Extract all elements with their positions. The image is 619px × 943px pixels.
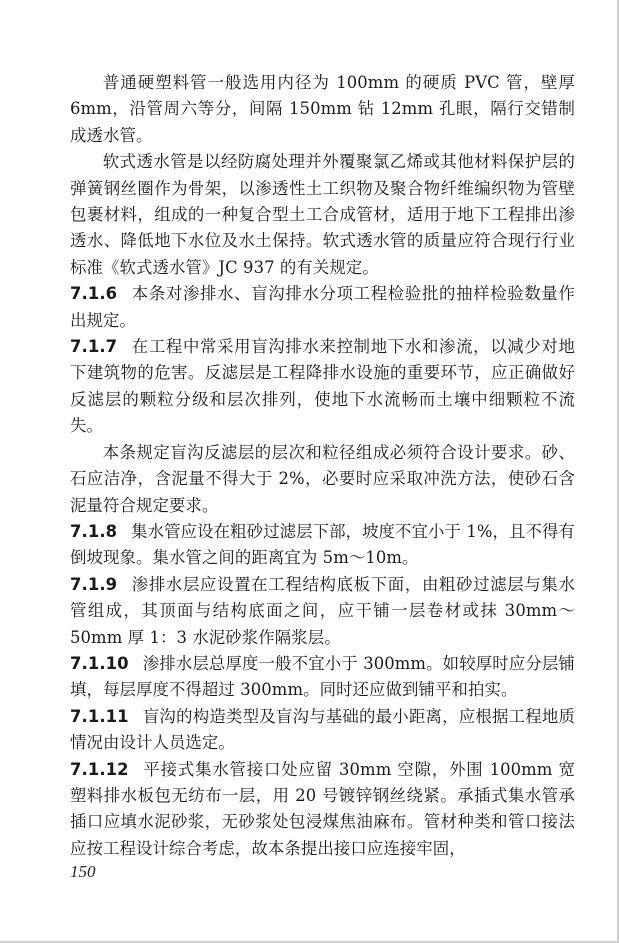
page-number: 150	[70, 862, 96, 881]
clause-text: 平接式集水管接口处应留 30mm 空隙，外围 100mm 宽塑料排水板包无纺布一层，用 20 号镀锌钢丝绕紧。承插式集水管承插口应填水泥砂浆，无砂浆处包浸煤焦油麻布。管材种类和管口接法应按工程设计综合考虑，故本条提出接口应连接牢固，	[70, 759, 575, 858]
clause-7-1-6	[70, 281, 575, 334]
clause-number: 7.1.10	[70, 653, 129, 673]
clause-text: 渗排水层应设置在工程结构底板下面，由粗砂过滤层与集水管组成，其顶面与结构底面之间，应干铺一层卷材或抹 30mm～50mm 厚 1：3 水泥砂浆作隔浆层。	[70, 574, 575, 647]
clause-number: 7.1.7	[70, 337, 118, 357]
clause-text: 盲沟的构造类型及盲沟与基础的最小距离，应根据工程地质情况由设计人员选定。	[70, 706, 575, 753]
clause-7-1-12	[70, 757, 575, 863]
clause-7-1-8	[70, 519, 575, 572]
clause-7-1-9	[70, 572, 575, 651]
clause-number: 7.1.6	[70, 284, 118, 304]
clause-number: 7.1.8	[70, 521, 118, 541]
clause-7-1-7	[70, 334, 575, 440]
paragraph-filter-layer: 本条规定盲沟反滤层的层次和粒径组成必须符合设计要求。砂、石应洁净，含泥量不得大于 2%，必要时应采取冲洗方法，使砂石含泥量符合规定要求。	[70, 442, 575, 515]
clause-7-1-10	[70, 651, 575, 704]
clause-text: 在工程中常采用盲沟排水来控制地下水和渗流，以减少对地下建筑物的危害。反滤层是工程降排水设施的重要环节，应正确做好反滤层的颗粒分级和层次排列，使地下水流畅而土壤中细颗粒不流失。	[70, 337, 575, 436]
clause-text: 本条对渗排水、盲沟排水分项工程检验批的抽样检验数量作出规定。	[70, 284, 575, 330]
clause-number: 7.1.11	[70, 706, 129, 726]
clause-number: 7.1.12	[70, 759, 129, 779]
clause-7-1-11	[70, 704, 575, 757]
paragraph-soft-permeable-pipe: 软式透水管是以经防腐处理并外覆聚氯乙烯或其他材料保护层的弹簧钢丝圈作为骨架，以渗透性土工织物及聚合物纤维编织物为管壁包裹材料，组成的一种复合型土工合成管材，适用于地下工程排出渗透水、降低地下水位及水土保持。软式透水管的质量应符合现行行业标准《软式透水管》JC 937 的有关规定。	[70, 152, 575, 277]
document-body	[70, 70, 575, 862]
clause-text: 集水管应设在粗砂过滤层下部，坡度不宜小于 1%，且不得有倒坡现象。集水管之间的距离宜为 5m～10m。	[70, 521, 575, 568]
clause-text: 渗排水层总厚度一般不宜小于 300mm。如较厚时应分层铺填，每层厚度不得超过 300mm。同时还应做到铺平和拍实。	[70, 653, 575, 700]
clause-number: 7.1.9	[70, 574, 118, 594]
paragraph-pvc-pipe: 普通硬塑料管一般选用内径为 100mm 的硬质 PVC 管，壁厚 6mm，沿管周六等分，间隔 150mm 钻 12mm 孔眼，隔行交错制成透水管。	[70, 73, 575, 145]
